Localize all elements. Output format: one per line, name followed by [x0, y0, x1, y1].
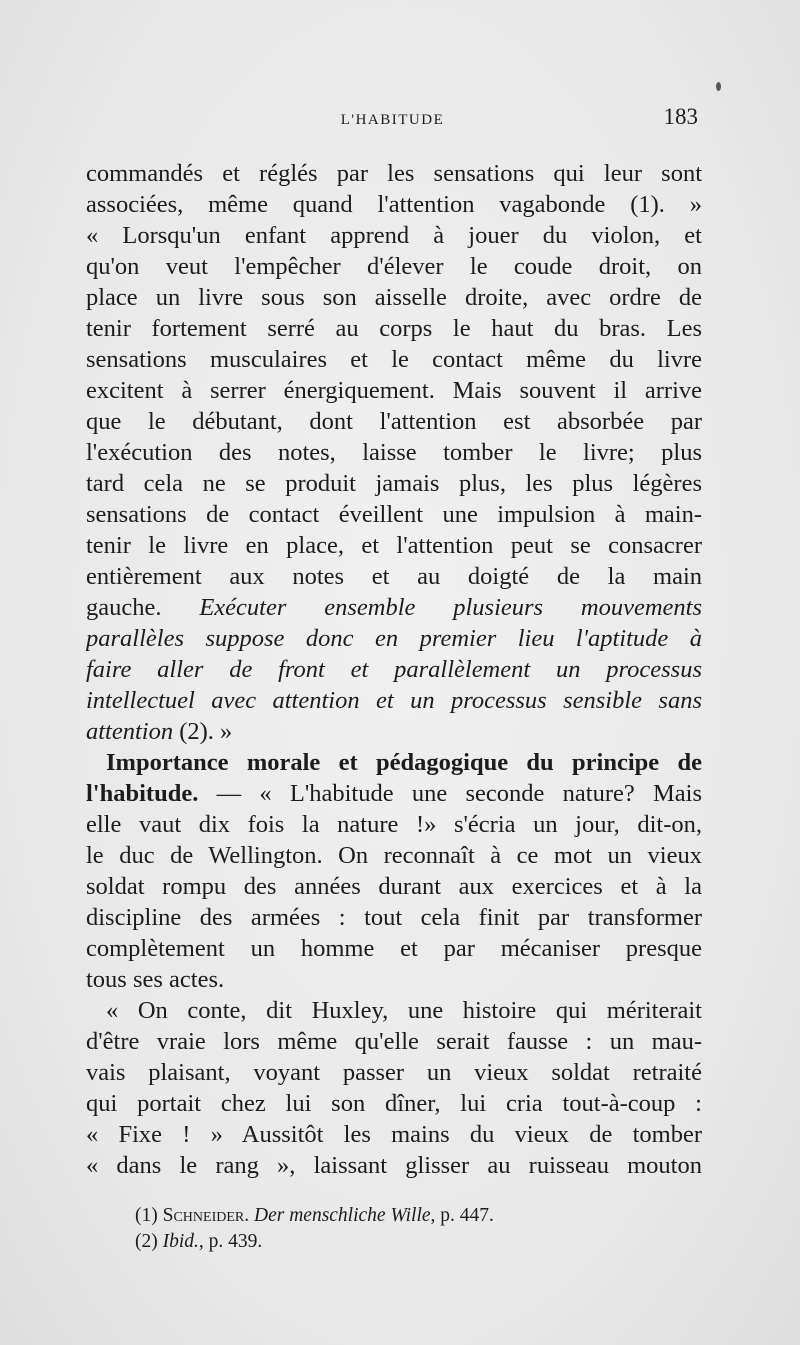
text-line-italic — [86, 623, 702, 654]
text-line: place un livre sous son aisselle droite, avec ordre de — [86, 284, 702, 311]
ink-speck — [716, 82, 721, 91]
text-line: d'être vraie lors même qu'elle serait fausse : un mau- — [86, 1028, 702, 1055]
section-heading: Importance morale et pédagogique du principe de — [106, 749, 702, 776]
page-header — [85, 104, 700, 134]
footnote — [135, 1229, 635, 1255]
text-line: sensations musculaires et le contact même du livre — [86, 346, 702, 373]
text-line: tenir fortement serré au corps le haut du bras. Les — [86, 315, 702, 342]
text-line: « dans le rang », laissant glisser au ruisseau mouton — [86, 1152, 702, 1179]
section-heading-line — [86, 747, 702, 778]
text-line-italic — [86, 654, 702, 685]
text-line: commandés et réglés par les sensations qui leur sont — [86, 160, 702, 187]
text-line: le duc de Wellington. On reconnaît à ce mot un vieux — [86, 842, 702, 869]
footnote-author: Schneider. — [162, 1205, 250, 1226]
text-span: gauche. — [86, 594, 162, 621]
footnotes — [135, 1203, 635, 1255]
text-line: sensations de contact éveillent une impulsion à main- — [86, 501, 702, 528]
text-line: « Lorsqu'un enfant apprend à jouer du violon, et — [86, 222, 702, 249]
text-line: l'exécution des notes, laisse tomber le livre; plus — [86, 439, 702, 466]
italic-span: Exécuter ensemble plusieurs mouvements — [199, 594, 702, 621]
text-line: excitent à serrer énergiquement. Mais souvent il arrive — [86, 377, 702, 404]
text-line: associées, même quand l'attention vagabonde (1). » — [86, 191, 702, 218]
text-span: — « L'habitude une seconde nature? Mais — [216, 780, 702, 807]
text-line: que le débutant, dont l'attention est absorbée par — [86, 408, 702, 435]
text-line-mixed — [86, 778, 702, 809]
text-line: « On conte, dit Huxley, une histoire qui mériterait — [106, 997, 702, 1024]
text-line: discipline des armées : tout cela finit par transformer — [86, 904, 702, 931]
text-line: elle vaut dix fois la nature !» s'écria un jour, dit-on, — [86, 811, 702, 838]
page-body — [86, 158, 702, 1181]
text-line-mixed — [86, 716, 702, 747]
text-line: tenir le livre en place, et l'attention peut se consacrer — [86, 532, 702, 559]
text-line: « Fixe ! » Aussitôt les mains du vieux de tomber — [86, 1121, 702, 1148]
italic-span: faire aller de front et parallèlement un processus — [86, 656, 702, 683]
footnote-ref: , p. 439. — [198, 1231, 263, 1252]
footnote-ref: , p. 447. — [430, 1205, 494, 1226]
text-span: (2). » — [179, 718, 233, 745]
text-line: tous ses actes. — [86, 966, 225, 993]
footnote — [135, 1203, 635, 1229]
text-line: complètement un homme et par mécaniser presque — [86, 935, 702, 962]
section-heading-end: l'habitude. — [86, 780, 199, 807]
footnote-marker: (2) — [135, 1231, 158, 1252]
italic-span: parallèles suppose donc en premier lieu l'aptitude à — [86, 625, 702, 652]
footnote-marker: (1) — [135, 1205, 158, 1226]
text-line: soldat rompu des années durant aux exercices et à la — [86, 873, 702, 900]
text-line: entièrement aux notes et au doigté de la main — [86, 563, 702, 590]
italic-span: intellectuel avec attention et un processus sensible sans — [86, 687, 702, 714]
text-line: vais plaisant, voyant passer un vieux soldat retraité — [86, 1059, 702, 1086]
text-line-italic — [86, 685, 702, 716]
footnote-title: Der menschliche Wille — [254, 1205, 431, 1226]
text-line: qui portait chez lui son dîner, lui cria tout-à-coup : — [86, 1090, 702, 1117]
text-line: tard cela ne se produit jamais plus, les plus légères — [86, 470, 702, 497]
italic-span: attention — [86, 718, 174, 745]
page-number: 183 — [663, 104, 698, 129]
running-title: L'HABITUDE — [340, 112, 445, 128]
text-line-mixed — [86, 592, 702, 623]
footnote-title: Ibid. — [162, 1231, 199, 1252]
text-line: qu'on veut l'empêcher d'élever le coude droit, on — [86, 253, 702, 280]
